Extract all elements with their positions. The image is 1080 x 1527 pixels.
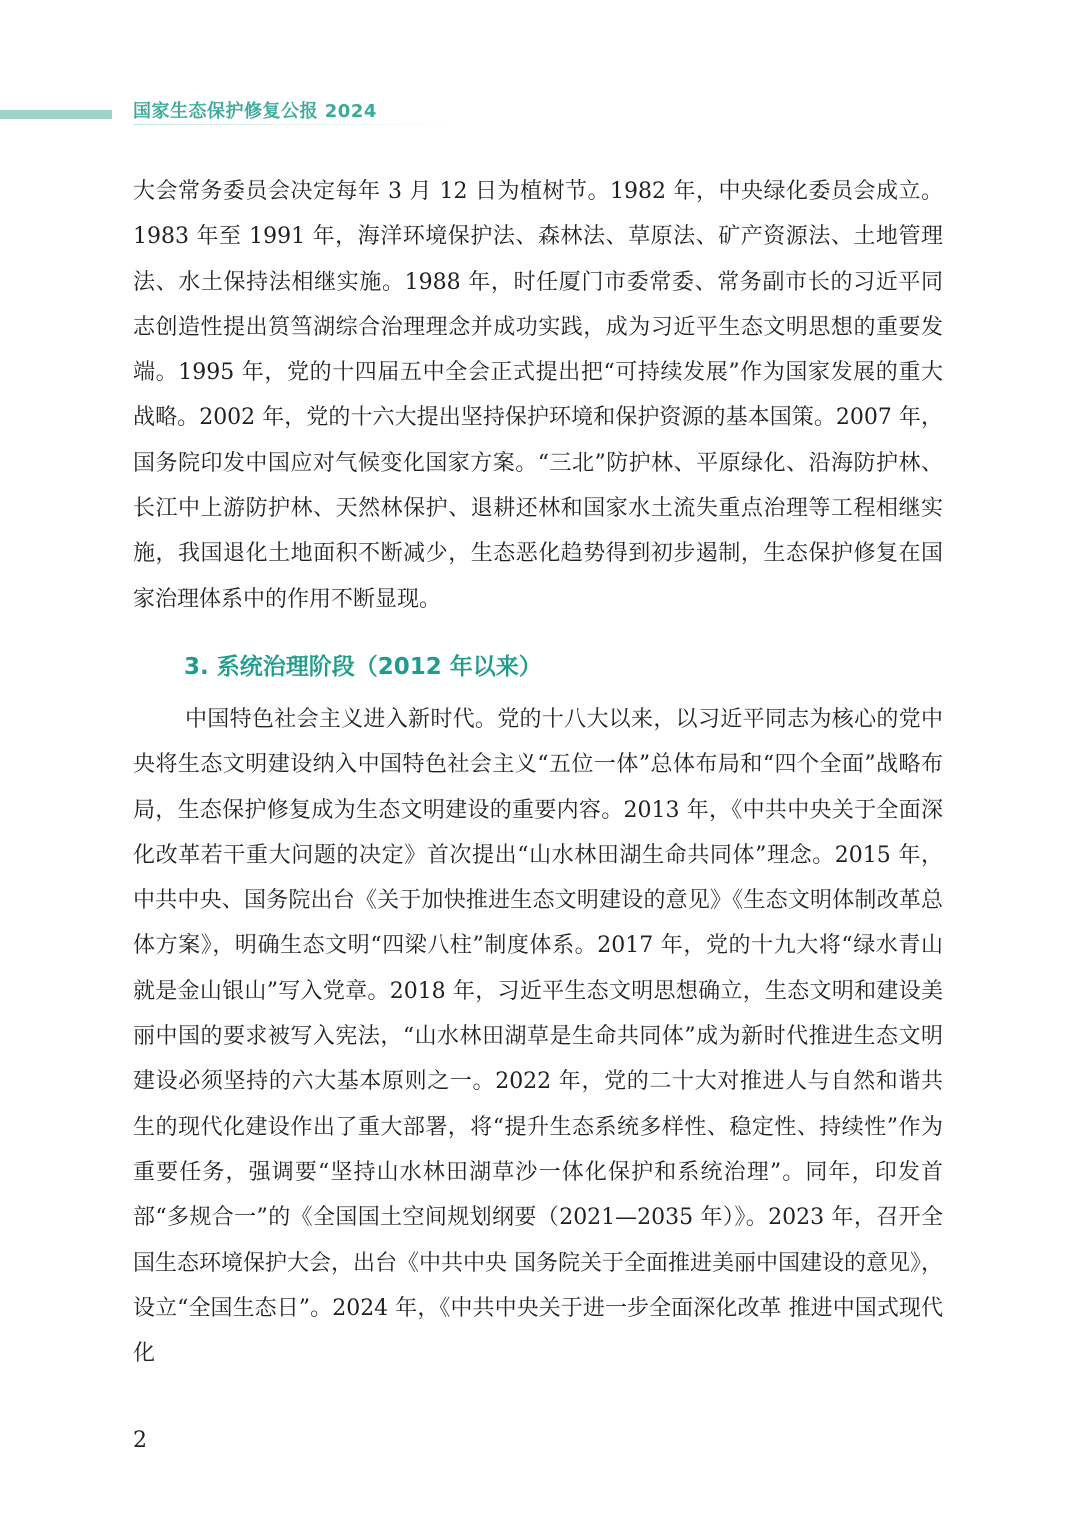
header-divider — [133, 124, 463, 125]
body-paragraph-2: 中国特色社会主义进入新时代。党的十八大以来，以习近平同志为核心的党中央将生态文明建设纳入中国特色社会主义“五位一体”总体布局和“四个全面”战略布局，生态保护修复成为生态文明建设的重要内容。2013 年，《中共中央关于全面深化改革若干重大问题的决定》首次提出“山水林田湖生命共同体”理念。2015 年，中共中央、国务院出台《关于加快推进生态文明建设的意见》《生态文明体制改革总体方案》，明确生态文明“四梁八柱”制度体系。2017 年，党的十九大将“绿水青山就是金山银山”写入党章。2018 年，习近平生态文明思想确立，生态文明和建设美丽中国的要求被写入宪法，“山水林田湖草是生命共同体”成为新时代推进生态文明建设必须坚持的六大基本原则之一。2022 年，党的二十大对推进人与自然和谐共生的现代化建设作出了重大部署，将“提升生态系统多样性、稳定性、持续性”作为重要任务，强调要“坚持山水林田湖草沙一体化保护和系统治理”。同年，印发首部“多规合一”的《全国国土空间规划纲要（2021—2035 年）》。2023 年，召开全国生态环境保护大会，出台《中共中央 国务院关于全面推进美丽中国建设的意见》，设立“全国生态日”。2024 年，《中共中央关于进一步全面深化改革 推进中国式现代化 — [133, 707, 943, 1367]
page-number: 2 — [133, 1428, 147, 1453]
running-header-title: 国家生态保护修复公报 2024 — [133, 101, 377, 122]
section-heading: 3. 系统治理阶段（2012 年以来） — [184, 654, 542, 680]
body-paragraph-1: 大会常务委员会决定每年 3 月 12 日为植树节。1982 年，中央绿化委员会成立。1983 年至 1991 年，海洋环境保护法、森林法、草原法、矿产资源法、土地管理法、水土保持法相继实施。1988 年，时任厦门市委常委、常务副市长的习近平同志创造性提出筼筜湖综合治理理念并成功实践，成为习近平生态文明思想的重要发端。1995 年，党的十四届五中全会正式提出把“可持续发展”作为国家发展的重大战略。2002 年，党的十六大提出坚持保护环境和保护资源的基本国策。2007 年，国务院印发中国应对气候变化国家方案。“三北”防护林、平原绿化、沿海防护林、长江中上游防护林、天然林保护、退耕还林和国家水土流失重点治理等工程相继实施，我国退化土地面积不断减少，生态恶化趋势得到初步遏制，生态保护修复在国家治理体系中的作用不断显现。 — [133, 179, 943, 612]
header-accent-bar — [0, 110, 112, 119]
